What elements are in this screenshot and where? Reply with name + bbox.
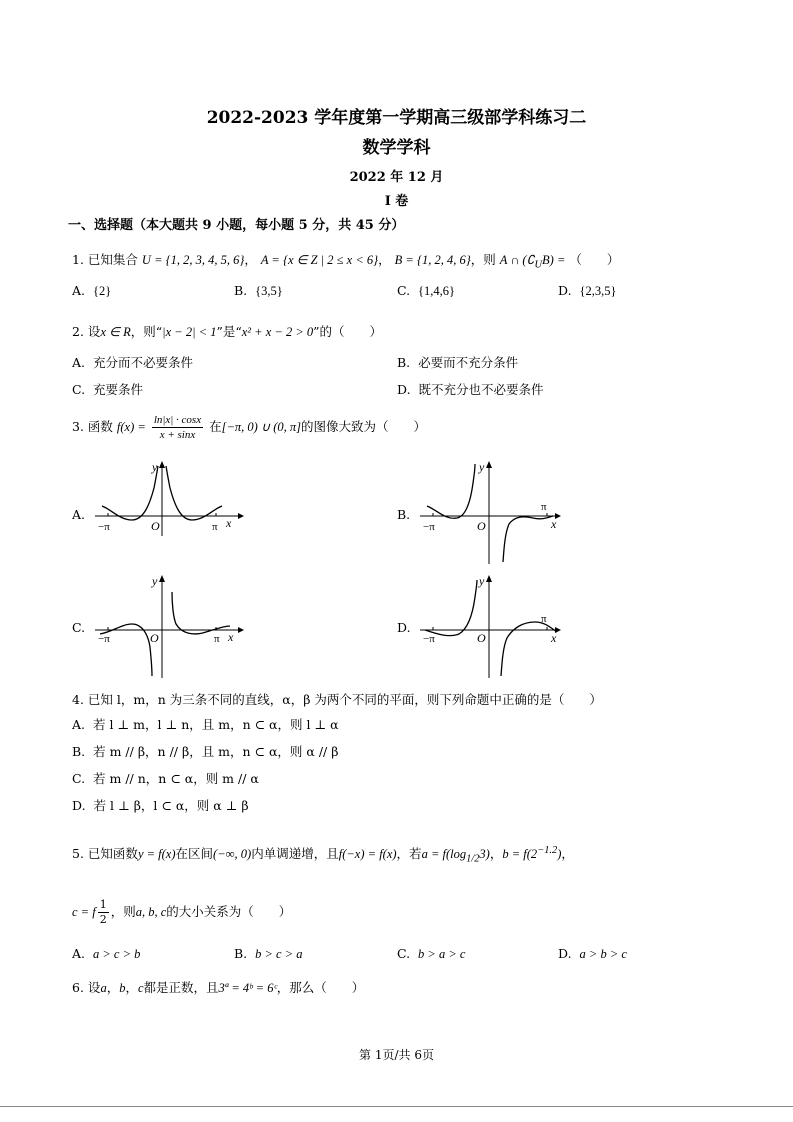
graph-option-d[interactable]: D. xyxy=(397,620,411,635)
question-5 xyxy=(72,844,574,865)
a-definition xyxy=(421,847,490,865)
option-a[interactable] xyxy=(72,715,339,733)
page-number: 第 1页/共 6页 xyxy=(359,1048,434,1062)
expr-head: A ∩ (∁ xyxy=(499,253,535,267)
interval: (−∞, 0) xyxy=(213,847,252,861)
x-axis-arrow xyxy=(238,513,244,519)
option-label: C. xyxy=(397,283,411,298)
label-origin: O xyxy=(151,519,160,533)
curve-right xyxy=(166,466,222,520)
curve-left xyxy=(100,624,152,676)
graph-c xyxy=(90,572,250,686)
question-text: ，则“ xyxy=(130,324,163,339)
label-pi: π xyxy=(214,633,220,645)
y-axis-arrow xyxy=(159,461,165,468)
option-label: B. xyxy=(234,283,248,298)
bottom-divider xyxy=(0,1106,793,1107)
question-number: 5. xyxy=(72,846,84,861)
option-d[interactable] xyxy=(558,946,627,962)
label-pi: π xyxy=(212,521,218,533)
expr-tail: B) = xyxy=(542,253,566,267)
label-x: x xyxy=(226,516,232,530)
option-text: b > a > c xyxy=(418,947,466,961)
question-3 xyxy=(72,413,426,442)
question-number: 1. xyxy=(72,252,84,267)
y-axis-arrow xyxy=(486,461,492,468)
exam-title: 2022-2023 学年度第一学期高三级部学科练习二 xyxy=(206,108,587,128)
curve-right xyxy=(172,592,230,634)
exam-date: 2022 年 12 月 xyxy=(349,170,444,185)
question-5-cont xyxy=(72,898,291,927)
condition-1: |x − 2| < 1 xyxy=(162,325,217,339)
option-text: 既不充分也不必要条件 xyxy=(418,382,544,397)
answer-paren: （ ） xyxy=(569,252,620,267)
question-text: ，若 xyxy=(396,846,422,861)
option-label: D. xyxy=(558,283,572,298)
question-number: 4. xyxy=(72,692,84,707)
question-1: 1. 已知集合 U = {1, 2, 3, 4, 5, 6}， A = {x ∈ Z | 2 ≤ x < 6}， B = {1, 2, 4, 6}，则 A ∩ $(∁_UB)$ = （ ） xyxy=(72,252,620,271)
question-4 xyxy=(72,690,602,708)
c-def-head: c = f xyxy=(72,905,96,919)
question-text: 已知 l，m，n 为三条不同的直线，α，β 为两个不同的平面，则下列命题中正确的是（ ） xyxy=(87,692,602,707)
question-text: 已知集合 xyxy=(87,252,138,267)
b-definition xyxy=(502,844,562,861)
fraction-numerator: 1 xyxy=(99,898,107,911)
expr-sub: U xyxy=(534,259,543,271)
fraction-denominator: 2 xyxy=(99,913,107,926)
domain-interval: [−π, 0) ∪ (0, π] xyxy=(221,420,302,434)
option-label: C. xyxy=(72,771,86,786)
curve-left xyxy=(102,466,158,520)
set-expression xyxy=(499,253,566,271)
label-x: x xyxy=(551,517,557,531)
option-label: D. xyxy=(558,946,572,961)
variables: a, b, c xyxy=(135,905,167,919)
option-a[interactable] xyxy=(72,946,140,962)
var-a: a xyxy=(100,981,107,995)
var-b: b xyxy=(119,981,126,995)
option-label: C. xyxy=(72,382,86,397)
option-text: b > c > a xyxy=(255,947,303,961)
b-def-tail: ) xyxy=(557,847,562,861)
label-y: y xyxy=(152,574,158,588)
section-heading: 一、选择题（本大题共 9 小题，每小题 5 分，共 45 分） xyxy=(68,218,405,233)
y-axis-arrow xyxy=(486,575,492,582)
option-text: 若 l ⊥ β，l ⊂ α，则 α ⊥ β xyxy=(93,798,249,813)
question-text: 的大小关系为（ ） xyxy=(166,904,292,919)
question-text: ”的（ ） xyxy=(313,324,383,339)
label-origin: O xyxy=(477,519,486,533)
option-label: A. xyxy=(72,283,86,298)
option-b[interactable] xyxy=(234,946,303,962)
option-text: 若 m // n，n ⊂ α，则 m // α xyxy=(93,771,259,786)
fraction-numerator: ln|x| · cosx xyxy=(153,414,202,426)
c-fraction xyxy=(98,898,109,927)
graph-option-b[interactable]: B. xyxy=(397,507,411,522)
function-name: f(x) = xyxy=(116,420,146,434)
condition-2: x² + x − 2 > 0 xyxy=(241,325,314,339)
option-text: 若 m // β，n // β，且 m，n ⊂ α，则 α // β xyxy=(93,744,339,759)
even-condition: f(−x) = f(x) xyxy=(338,847,397,861)
option-d[interactable] xyxy=(397,380,544,398)
graph-option-a[interactable]: A. xyxy=(72,507,86,522)
option-b[interactable] xyxy=(72,742,338,760)
volume-label: I 卷 xyxy=(384,194,409,209)
a-def-head: a = f(log xyxy=(421,847,467,861)
a-def-arg: 3) xyxy=(479,847,490,861)
option-text: {1,4,6} xyxy=(418,284,456,298)
separator: ， xyxy=(125,980,138,995)
option-text: {2} xyxy=(92,284,112,298)
graph-d xyxy=(415,572,575,686)
label-y: y xyxy=(479,460,485,474)
y-axis-arrow xyxy=(159,575,165,582)
label-neg-pi: −π xyxy=(423,633,435,645)
question-2 xyxy=(72,322,382,340)
option-d[interactable] xyxy=(72,796,249,814)
label-neg-pi: −π xyxy=(98,521,110,533)
option-label: A. xyxy=(72,946,86,961)
label-y: y xyxy=(152,460,158,474)
equation: 3ª = 4ᵇ = 6ᶜ xyxy=(218,981,277,995)
label-neg-pi: −π xyxy=(98,633,110,645)
option-label: B. xyxy=(72,744,86,759)
label-origin: O xyxy=(477,631,486,645)
option-a[interactable] xyxy=(72,353,193,371)
question-text: ，则 xyxy=(110,904,136,919)
label-x: x xyxy=(228,630,234,644)
log-base: 1/2 xyxy=(466,853,480,865)
x-axis-arrow xyxy=(238,627,244,633)
option-label: B. xyxy=(234,946,248,961)
option-text: {3,5} xyxy=(255,284,283,298)
question-text: 已知函数 xyxy=(87,846,138,861)
option-c[interactable] xyxy=(397,946,465,962)
question-text: 内单调递增，且 xyxy=(251,846,339,861)
question-text: 设 xyxy=(87,324,101,339)
label-origin: O xyxy=(150,631,159,645)
question-number: 2. xyxy=(72,324,84,339)
option-label: B. xyxy=(397,355,411,370)
label-pi: π xyxy=(541,501,547,513)
question-text: 都是正数，且 xyxy=(143,980,219,995)
curve-left xyxy=(427,464,475,518)
fraction-denominator: x + sinx xyxy=(159,429,196,441)
graph-b xyxy=(415,458,575,572)
option-b[interactable] xyxy=(397,353,518,371)
separator: ， xyxy=(561,846,574,861)
question-text: 的图像大致为（ ） xyxy=(301,419,427,434)
option-text: a > c > b xyxy=(92,947,141,961)
separator: ， xyxy=(106,980,120,995)
label-y: y xyxy=(479,574,485,588)
question-text: ，那么（ ） xyxy=(276,980,365,995)
graph-option-c[interactable]: C. xyxy=(72,620,86,635)
question-number: 6. xyxy=(72,980,84,995)
option-b[interactable] xyxy=(234,283,283,299)
question-text: 在 xyxy=(209,419,222,434)
question-text: 在区间 xyxy=(175,846,214,861)
option-c[interactable] xyxy=(72,380,143,398)
option-label: D. xyxy=(72,798,86,813)
b-def-head: b = f(2 xyxy=(502,847,538,861)
option-d[interactable] xyxy=(558,283,617,299)
label-pi: π xyxy=(541,613,547,625)
option-c[interactable] xyxy=(397,283,455,299)
label-x: x xyxy=(551,631,557,645)
label-neg-pi: −π xyxy=(423,521,435,533)
option-a[interactable] xyxy=(72,283,111,299)
b-exponent: −1.2 xyxy=(537,844,558,856)
option-text: 充要条件 xyxy=(93,382,144,397)
separator: ， xyxy=(489,846,503,861)
function-fraction xyxy=(152,413,203,442)
set-u: U = {1, 2, 3, 4, 5, 6} xyxy=(141,253,245,267)
option-text: 必要而不充分条件 xyxy=(418,355,519,370)
option-text: 若 l ⊥ m，l ⊥ n，且 m，n ⊂ α，则 l ⊥ α xyxy=(92,717,339,732)
option-label: D. xyxy=(397,382,411,397)
option-text: a > b > c xyxy=(579,947,627,961)
math-var: x ∈ R xyxy=(100,325,131,339)
set-a: A = {x ∈ Z | 2 ≤ x < 6} xyxy=(260,253,379,267)
question-text: ”是“ xyxy=(216,324,242,339)
option-text: 充分而不必要条件 xyxy=(92,355,193,370)
question-text: 函数 xyxy=(87,419,113,434)
curve-right xyxy=(503,516,553,562)
var-c: c xyxy=(137,981,144,995)
option-label: C. xyxy=(397,946,411,961)
subject-title: 数学学科 xyxy=(362,138,431,158)
option-c[interactable] xyxy=(72,769,259,787)
graph-a xyxy=(90,458,250,542)
question-6 xyxy=(72,978,364,996)
question-text: ，则 xyxy=(470,252,496,267)
question-text: 设 xyxy=(87,980,101,995)
option-text: {2,3,5} xyxy=(579,284,617,298)
set-b: B = {1, 2, 4, 6} xyxy=(394,253,471,267)
option-label: A. xyxy=(72,717,86,732)
function-name: y = f(x) xyxy=(137,847,176,861)
option-label: A. xyxy=(72,355,86,370)
question-number: 3. xyxy=(72,419,84,434)
